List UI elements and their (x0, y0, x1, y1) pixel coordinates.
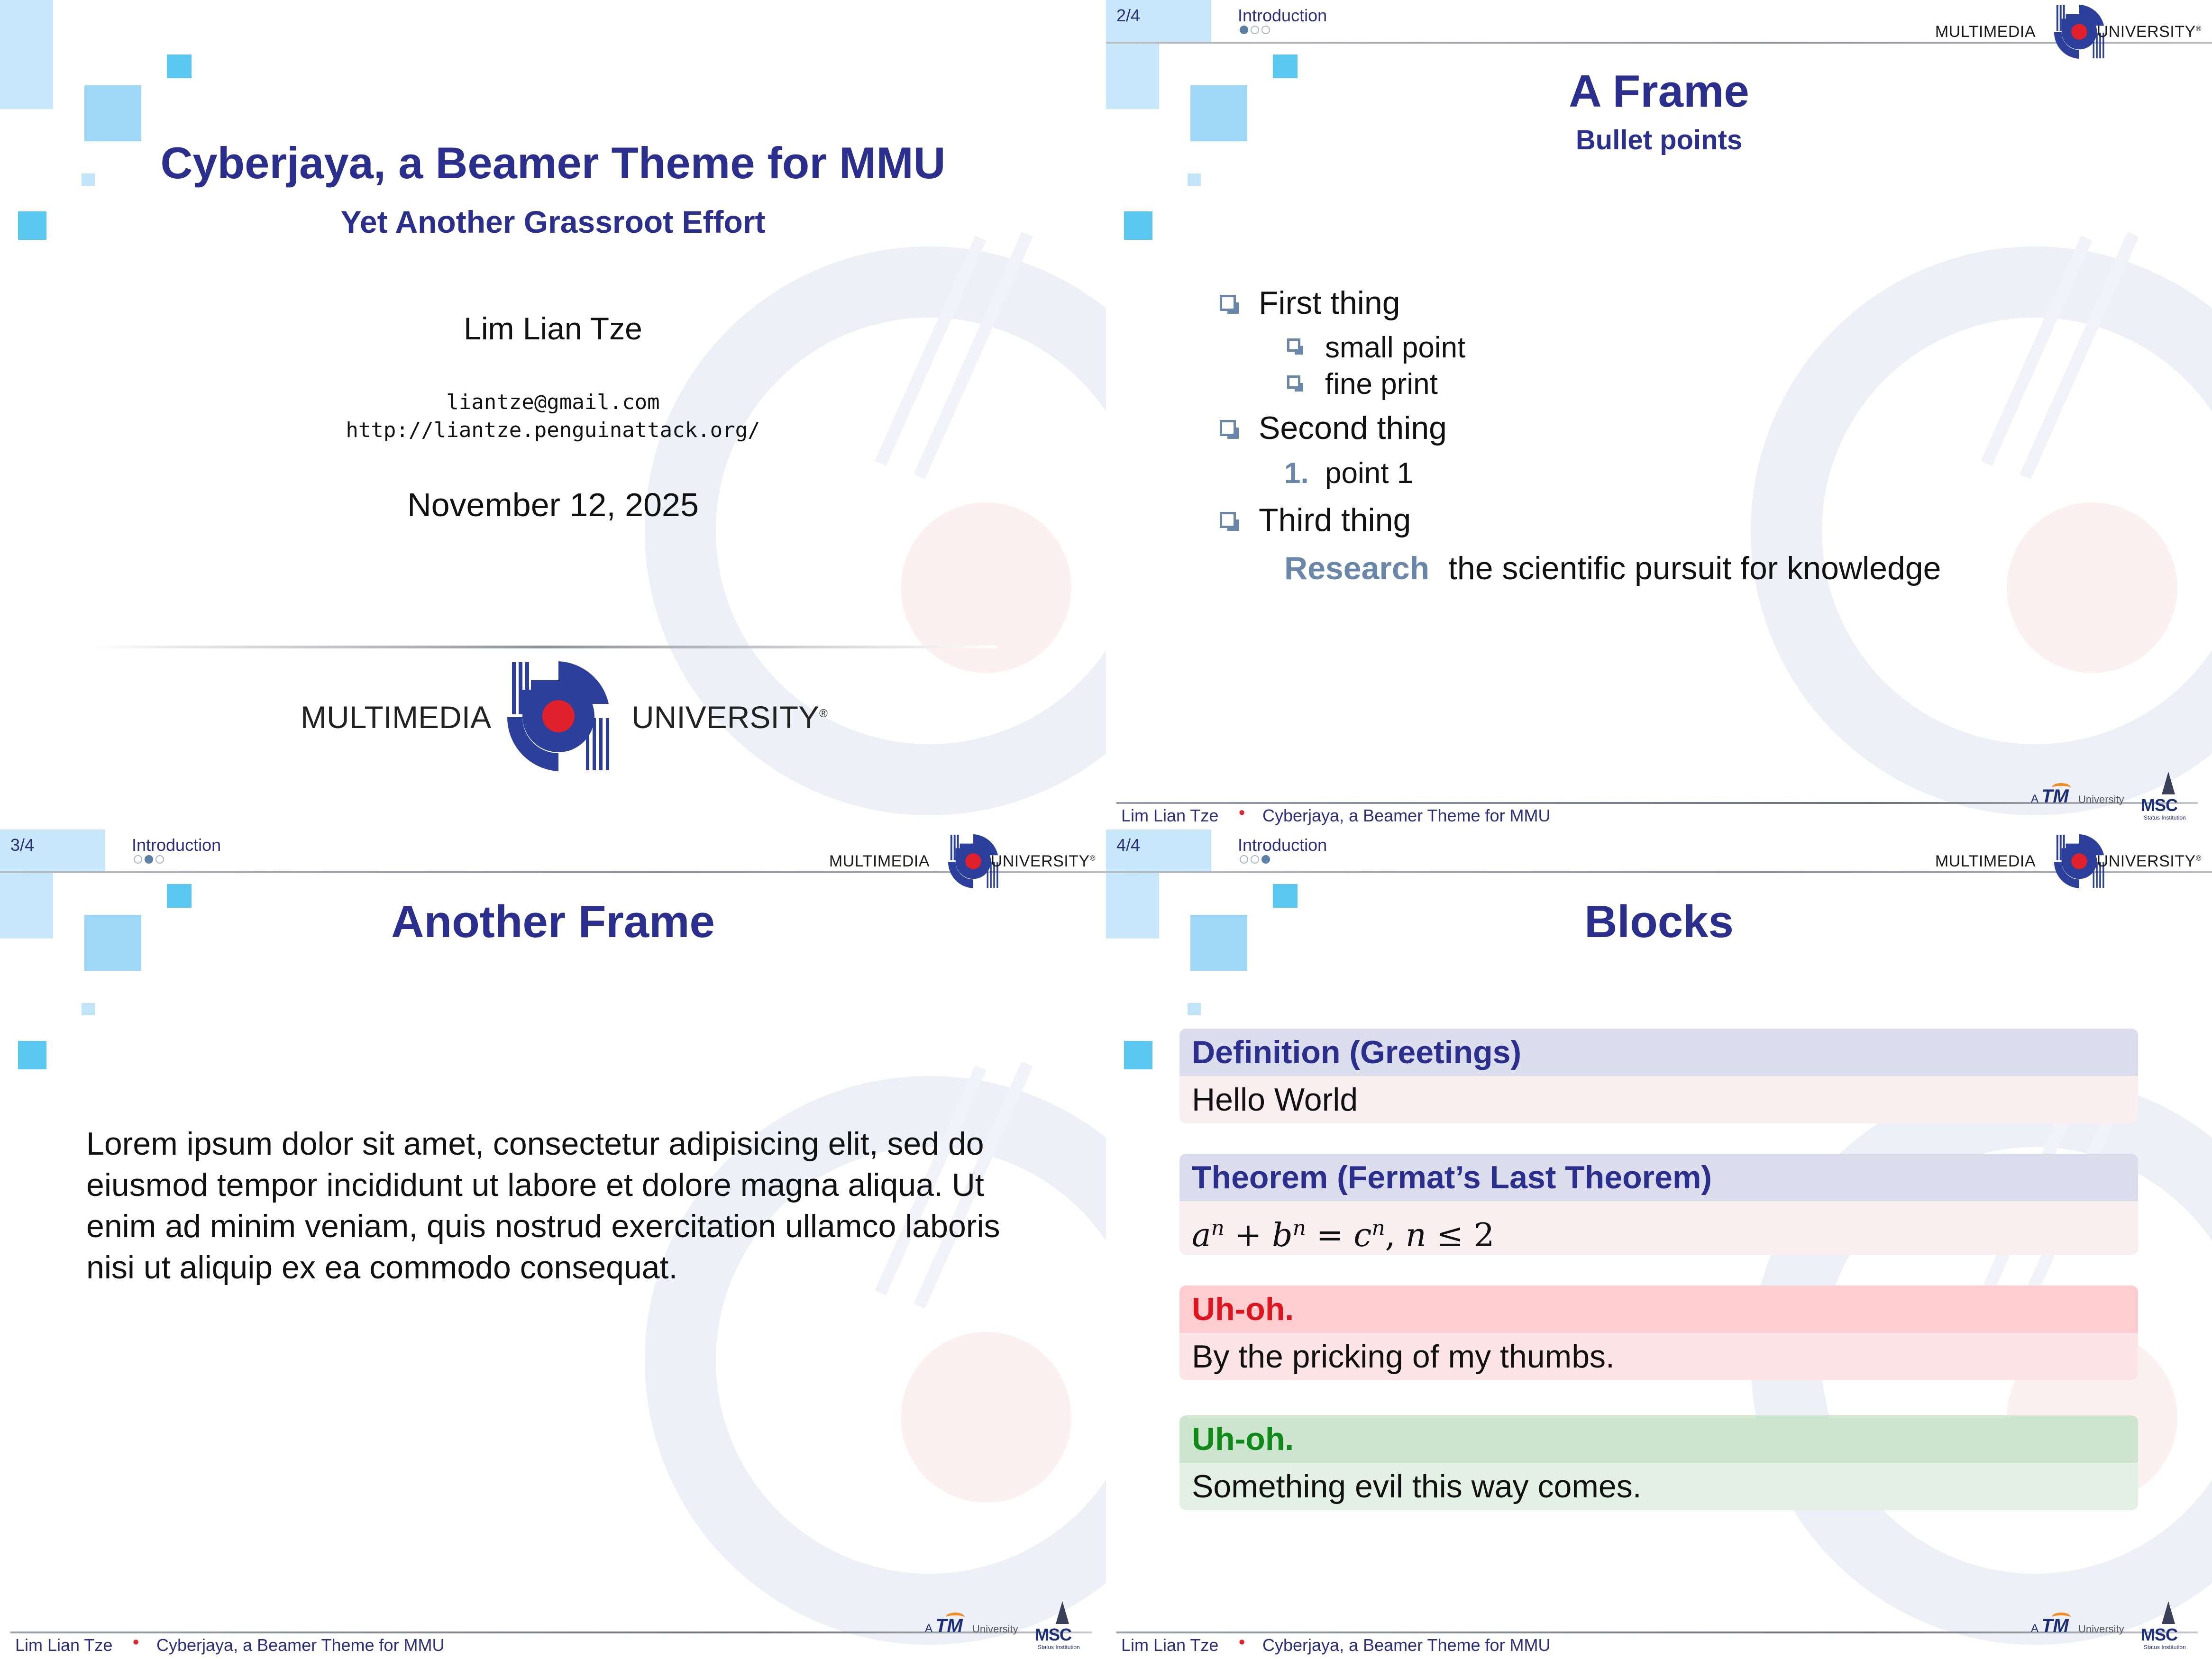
tm-university-logo (925, 1613, 1020, 1636)
msc-name: MSC (1035, 1625, 1071, 1644)
deco-square (1188, 1003, 1201, 1015)
tm-university-logo (2031, 1613, 2126, 1636)
deco-square (53, 830, 105, 871)
frame-navigation-dots[interactable] (1240, 26, 1270, 34)
tm-suffix: University (2078, 793, 2124, 805)
logo-word-university-text: UNIVERSITY (631, 700, 820, 735)
nav-dot[interactable] (1251, 26, 1259, 34)
deco-square (1124, 211, 1152, 240)
mmu-logo (299, 661, 828, 775)
footer-title[interactable]: Cyberjaya, a Beamer Theme for MMU (156, 1635, 445, 1655)
msc-logo (2141, 772, 2198, 823)
math-exp-n: n (1292, 1216, 1306, 1240)
author-name: Lim Lian Tze (464, 311, 642, 346)
block-body: Hello World (1179, 1076, 2138, 1123)
footer-author[interactable]: Lim Lian Tze (15, 1635, 113, 1655)
block-body-math (1179, 1201, 2138, 1255)
math-var-c: c (1353, 1216, 1372, 1254)
section-link-introduction[interactable]: Introduction (1238, 835, 1327, 855)
registered-mark: ® (2195, 25, 2202, 33)
nav-dot-current[interactable] (1261, 855, 1270, 864)
math-comma: , (1385, 1216, 1396, 1254)
math-exp-n: n (1211, 1216, 1225, 1240)
block-title: Uh-oh. (1179, 1285, 2138, 1333)
tm-suffix: University (972, 1623, 1018, 1635)
logo-word-university (2097, 852, 2202, 871)
bullet-box-icon (1287, 375, 1300, 389)
math-equals: = (1316, 1216, 1344, 1254)
tm-suffix: University (2078, 1623, 2124, 1635)
frame-title: Another Frame (391, 896, 715, 947)
msc-tower-icon (2162, 772, 2175, 794)
tm-prefix: A (925, 1622, 933, 1635)
block-title: Theorem (Fermat’s Last Theorem) (1179, 1154, 2138, 1201)
mmu-header-logo (829, 834, 1096, 888)
bullet-item: Third thing (1259, 502, 1411, 538)
nav-dot-current[interactable] (1240, 26, 1248, 34)
alert-block (1179, 1285, 2138, 1380)
bullet-item: First thing (1259, 285, 1400, 321)
block-body: Something evil this way comes. (1179, 1463, 2138, 1510)
footer-author[interactable]: Lim Lian Tze (1121, 806, 1219, 825)
logo-word-university (991, 852, 1096, 871)
section-link-introduction[interactable]: Introduction (1238, 6, 1327, 25)
tm-prefix: A (2031, 1622, 2039, 1635)
lorem-paragraph: Lorem ipsum dolor sit amet, consectetur adipisicing elit, sed do eiusmod tempor incididunt ut labore et dolore magna aliqua. Ut enim ad minim veniam, quis nostrud exercitation ullamco laboris nisi ut aliquip ex ea commodo consequat. (86, 1126, 1000, 1285)
msc-name: MSC (2141, 795, 2177, 815)
block-title: Uh-oh. (1179, 1415, 2138, 1463)
frame-subtitle: Bullet points (1575, 125, 1743, 155)
footer-title[interactable]: Cyberjaya, a Beamer Theme for MMU (1262, 806, 1551, 825)
frame-title: Blocks (1584, 896, 1734, 947)
bullet-box-icon (1287, 338, 1300, 352)
math-exp-n: n (1371, 1216, 1385, 1240)
registered-mark: ® (2195, 854, 2202, 863)
tm-name: TM (2041, 1615, 2069, 1636)
enum-item: point 1 (1325, 457, 1414, 490)
deco-square (1188, 173, 1201, 186)
msc-tower-icon (1056, 1601, 1069, 1624)
deco-square (1159, 0, 1211, 42)
math-var-n: n (1405, 1216, 1426, 1254)
frame-navigation-dots[interactable] (1240, 855, 1270, 864)
logo-word-multimedia: MULTIMEDIA (1935, 852, 2036, 870)
nav-dot[interactable] (134, 855, 142, 864)
frame-navigation-dots[interactable] (134, 855, 164, 864)
registered-mark: ® (819, 707, 828, 720)
block-title: Definition (Greetings) (1179, 1029, 2138, 1076)
math-plus: + (1234, 1216, 1262, 1254)
deco-square (167, 55, 192, 78)
page-number: 4/4 (1116, 835, 1141, 855)
math-var-b: b (1272, 1216, 1293, 1254)
bg-circle (901, 1332, 1071, 1503)
logo-word-university (2097, 23, 2202, 41)
nav-dot[interactable] (155, 855, 164, 864)
fermat-equation (1192, 1217, 1494, 1254)
description-term: Research (1284, 550, 1430, 586)
section-link-introduction[interactable]: Introduction (132, 835, 221, 855)
math-le: ≤ (1436, 1216, 1464, 1254)
footer-separator: • (1239, 803, 1245, 823)
presentation-title: Cyberjaya, a Beamer Theme for MMU (160, 138, 946, 188)
deco-square (1159, 830, 1211, 871)
msc-sub: Status Institution (2144, 1644, 2186, 1650)
presentation-date: November 12, 2025 (407, 486, 699, 523)
enum-number: 1. (1284, 457, 1309, 490)
sub-bullet-item: fine print (1325, 368, 1438, 401)
logo-word-university-text: UNIVERSITY (990, 852, 1090, 870)
msc-name: MSC (2141, 1625, 2177, 1644)
msc-sub: Status Institution (1038, 1644, 1080, 1650)
block-body: By the pricking of my thumbs. (1179, 1333, 2138, 1380)
nav-dot-current[interactable] (145, 855, 153, 864)
example-block (1179, 1415, 2138, 1510)
logo-word-university (631, 699, 828, 735)
bullet-box-icon (1220, 512, 1236, 528)
author-email: liantze@gmail.com (446, 390, 660, 414)
deco-square (82, 1003, 95, 1015)
title-slide (0, 0, 1106, 830)
description-text: the scientific pursuit for knowledge (1448, 550, 1941, 586)
mmu-header-logo (1935, 834, 2202, 888)
footer-separator: • (1239, 1632, 1245, 1652)
tm-name: TM (2041, 786, 2069, 807)
author-url: http://liantze.penguinattack.org/ (346, 418, 760, 442)
nav-dot[interactable] (1261, 26, 1270, 34)
sub-bullet-item: small point (1325, 331, 1466, 364)
page-number: 2/4 (1116, 6, 1141, 25)
divider-rule (90, 646, 997, 648)
logo-word-multimedia: MULTIMEDIA (829, 852, 930, 870)
msc-tower-icon (2162, 1601, 2175, 1624)
logo-word-university-text: UNIVERSITY (2096, 852, 2196, 870)
deco-square (18, 1041, 46, 1069)
frame-bullet-points (1106, 0, 2212, 830)
msc-logo (2141, 1601, 2198, 1652)
bg-circle (2007, 502, 2177, 673)
logo-word-multimedia: MULTIMEDIA (1935, 23, 2036, 41)
nav-dot[interactable] (1251, 855, 1259, 864)
logo-word-university-text: UNIVERSITY (2096, 23, 2196, 41)
tm-prefix: A (2031, 793, 2039, 805)
nav-dot[interactable] (1240, 855, 1248, 864)
math-var-a: a (1192, 1216, 1211, 1254)
msc-sub: Status Institution (2144, 814, 2186, 821)
footer-author[interactable]: Lim Lian Tze (1121, 1635, 1219, 1655)
deco-square (84, 85, 141, 141)
footer-title[interactable]: Cyberjaya, a Beamer Theme for MMU (1262, 1635, 1551, 1655)
footer-separator: • (133, 1632, 139, 1652)
bullet-box-icon (1220, 420, 1236, 436)
registered-mark: ® (1089, 854, 1096, 863)
msc-logo (1035, 1601, 1092, 1652)
theorem-block (1179, 1154, 2138, 1255)
frame-title: A Frame (1569, 66, 1749, 117)
deco-square (0, 0, 53, 109)
deco-square (1124, 1041, 1152, 1069)
tm-name: TM (935, 1615, 963, 1636)
mmu-header-logo (1935, 5, 2202, 59)
math-two: 2 (1473, 1216, 1495, 1254)
frame-another (0, 830, 1106, 1659)
presentation-subtitle: Yet Another Grassroot Effort (340, 204, 766, 239)
bullet-box-icon (1220, 295, 1236, 311)
tm-university-logo (2031, 783, 2126, 807)
page-number: 3/4 (10, 835, 35, 855)
definition-block (1179, 1029, 2138, 1123)
logo-word-multimedia: MULTIMEDIA (301, 700, 492, 735)
bullet-item: Second thing (1259, 410, 1447, 446)
mmu-emblem-icon (503, 661, 614, 771)
